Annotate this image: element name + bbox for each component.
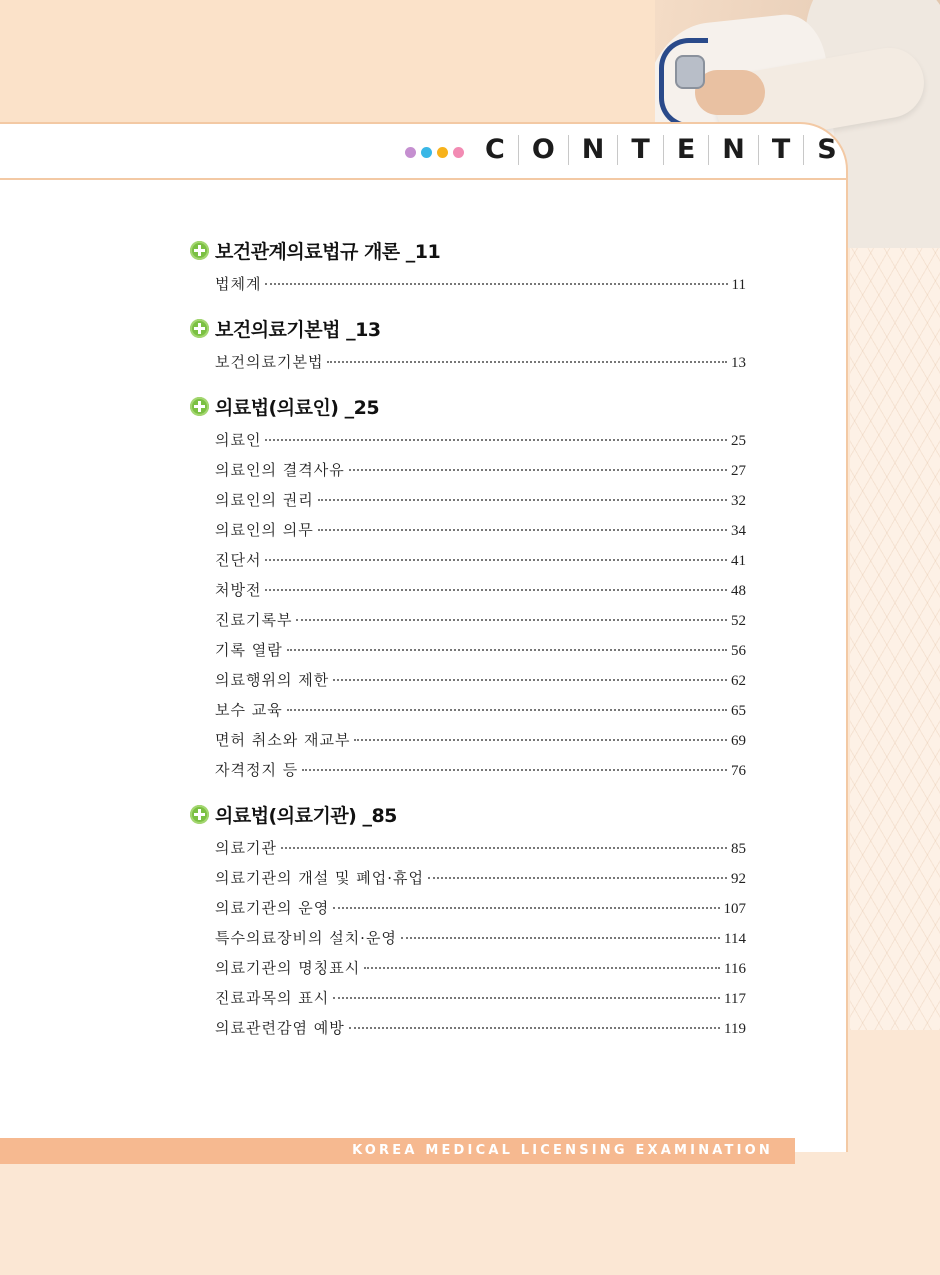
- entry-page-number: 117: [724, 991, 746, 1007]
- dot-leader: [265, 439, 727, 441]
- dot-leader: [296, 619, 727, 621]
- entry-label: 의료인: [215, 431, 262, 449]
- dot-leader: [302, 769, 727, 771]
- section-title: 보건의료기본법 _13: [215, 318, 381, 341]
- dot-yellow: [437, 147, 448, 158]
- decorative-dots: [405, 147, 464, 158]
- entry-label: 의료행위의 제한: [215, 671, 330, 689]
- entry-page-number: 52: [731, 613, 746, 629]
- entry-page-number: 76: [731, 763, 746, 779]
- dot-leader: [327, 361, 727, 363]
- section-title: 보건관계의료법규 개론 _11: [215, 240, 441, 263]
- footer-bar: [0, 1138, 795, 1164]
- toc-entry[interactable]: [215, 729, 746, 759]
- dot-leader: [265, 559, 727, 561]
- toc-entry[interactable]: [215, 549, 746, 579]
- entry-label: 의료인의 의무: [215, 521, 314, 539]
- plus-circle-icon: [190, 805, 209, 824]
- entry-label: 의료기관: [215, 839, 277, 857]
- entry-page-number: 65: [731, 703, 746, 719]
- toc-section: [190, 389, 746, 789]
- toc-entry[interactable]: [215, 897, 746, 927]
- entry-label: 기록 열람: [215, 641, 283, 659]
- entry-label: 의료인의 결격사유: [215, 461, 345, 479]
- dot-leader: [333, 997, 720, 999]
- section-heading[interactable]: [190, 797, 746, 831]
- entry-page-number: 11: [731, 277, 746, 293]
- entry-label: 보건의료기본법: [215, 353, 324, 371]
- toc-section: [190, 797, 746, 1047]
- entry-label: 면허 취소와 재교부: [215, 731, 351, 749]
- toc-entry[interactable]: [215, 957, 746, 987]
- dot-leader: [318, 529, 727, 531]
- entry-page-number: 34: [731, 523, 746, 539]
- entry-page-number: 41: [731, 553, 746, 569]
- section-title: 의료법(의료인) _25: [215, 396, 380, 419]
- toc-entry[interactable]: [215, 459, 746, 489]
- entry-label: 특수의료장비의 설치·운영: [215, 929, 397, 947]
- toc-entry[interactable]: [215, 489, 746, 519]
- entry-page-number: 25: [731, 433, 746, 449]
- toc-entry[interactable]: [215, 273, 746, 303]
- entry-label: 법체계: [215, 275, 262, 293]
- plus-circle-icon: [190, 397, 209, 416]
- dot-leader: [265, 283, 727, 285]
- dot-leader: [318, 499, 727, 501]
- dot-leader: [265, 589, 727, 591]
- table-of-contents: [190, 233, 746, 1055]
- toc-entry[interactable]: [215, 579, 746, 609]
- dot-leader: [349, 469, 727, 471]
- plus-circle-icon: [190, 319, 209, 338]
- entry-label: 자격정지 등: [215, 761, 299, 779]
- toc-entry[interactable]: [215, 927, 746, 957]
- entry-label: 진료기록부: [215, 611, 293, 629]
- dot-leader: [333, 907, 719, 909]
- entry-page-number: 116: [724, 961, 746, 977]
- dot-leader: [428, 877, 727, 879]
- entry-page-number: 56: [731, 643, 746, 659]
- toc-entry[interactable]: [215, 837, 746, 867]
- toc-entry[interactable]: [215, 351, 746, 381]
- toc-section: [190, 233, 746, 303]
- dot-pink: [453, 147, 464, 158]
- entry-label: 보수 교육: [215, 701, 283, 719]
- toc-entry[interactable]: [215, 519, 746, 549]
- entry-page-number: 27: [731, 463, 746, 479]
- entry-label: 의료기관의 운영: [215, 899, 330, 917]
- entry-page-number: 85: [731, 841, 746, 857]
- toc-entry[interactable]: [215, 867, 746, 897]
- toc-entry[interactable]: [215, 987, 746, 1017]
- entry-label: 의료관련감염 예방: [215, 1019, 345, 1037]
- entry-page-number: 62: [731, 673, 746, 689]
- toc-entry[interactable]: [215, 609, 746, 639]
- dot-leader: [401, 937, 720, 939]
- entry-page-number: 107: [723, 901, 746, 917]
- patterned-margin: [850, 240, 940, 1030]
- toc-entry[interactable]: [215, 1017, 746, 1047]
- header-divider: [0, 178, 848, 180]
- entry-label: 의료기관의 명칭표시: [215, 959, 361, 977]
- toc-entry[interactable]: [215, 669, 746, 699]
- section-title: 의료법(의료기관) _85: [215, 804, 397, 827]
- footer-text: KOREA MEDICAL LICENSING EXAMINATION: [352, 1143, 773, 1158]
- entry-label: 의료기관의 개설 및 폐업·휴업: [215, 869, 424, 887]
- entry-page-number: 69: [731, 733, 746, 749]
- dot-leader: [287, 649, 727, 651]
- section-heading[interactable]: [190, 233, 746, 267]
- dot-leader: [364, 967, 720, 969]
- entry-page-number: 13: [731, 355, 746, 371]
- entry-page-number: 119: [724, 1021, 746, 1037]
- dot-leader: [333, 679, 727, 681]
- entry-label: 의료인의 권리: [215, 491, 314, 509]
- dot-leader: [281, 847, 727, 849]
- toc-entry[interactable]: [215, 699, 746, 729]
- entry-label: 진단서: [215, 551, 262, 569]
- dot-leader: [354, 739, 727, 741]
- toc-entry[interactable]: [215, 759, 746, 789]
- dot-blue: [421, 147, 432, 158]
- toc-entry[interactable]: [215, 639, 746, 669]
- entry-page-number: 92: [731, 871, 746, 887]
- entry-page-number: 114: [724, 931, 746, 947]
- dot-purple: [405, 147, 416, 158]
- toc-section: [190, 311, 746, 381]
- dot-leader: [349, 1027, 720, 1029]
- entry-page-number: 32: [731, 493, 746, 509]
- entry-label: 진료과목의 표시: [215, 989, 330, 1007]
- entry-page-number: 48: [731, 583, 746, 599]
- dot-leader: [287, 709, 727, 711]
- toc-entry[interactable]: [215, 429, 746, 459]
- section-heading[interactable]: [190, 311, 746, 345]
- plus-circle-icon: [190, 241, 209, 260]
- section-heading[interactable]: [190, 389, 746, 423]
- entry-label: 처방전: [215, 581, 262, 599]
- page-title: C O N T E N T S: [485, 134, 837, 165]
